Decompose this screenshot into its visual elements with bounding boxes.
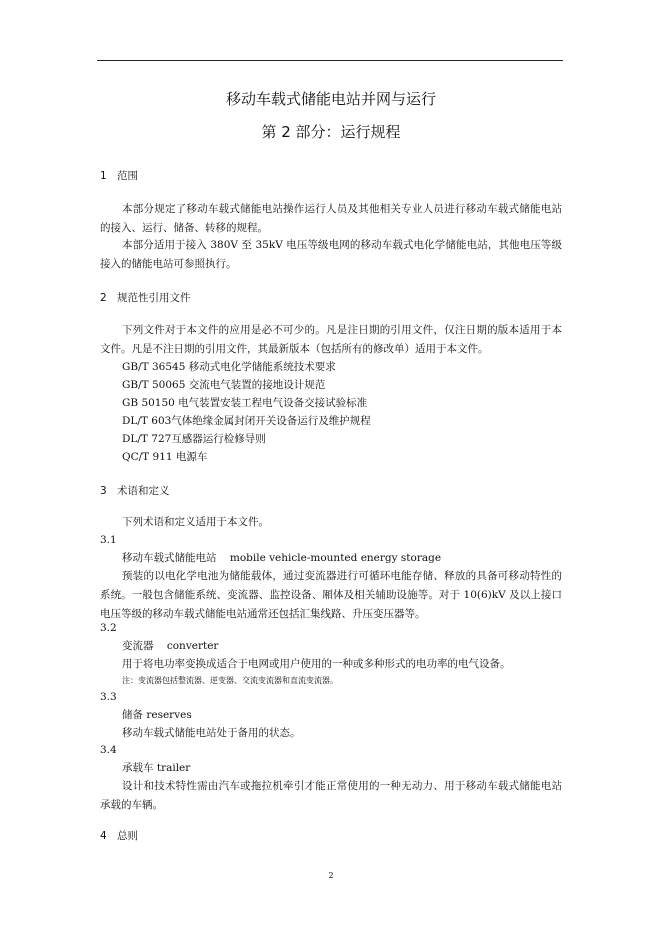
section-4-number: 4: [100, 830, 107, 842]
term-3-2-name: 变流器: [122, 640, 154, 652]
term-3-4-definition: 设计和技术特性需由汽车或拖拉机牵引才能正常使用的一种无动力、用于移动车载式储能电站承载的车辆。: [100, 780, 562, 811]
term-3-4-name: 承载车: [122, 762, 154, 774]
term-3-1-number: 3.1: [100, 534, 117, 546]
term-3-2-number: 3.2: [100, 622, 117, 634]
section-3-intro: 下列术语和定义适用于本文件。: [122, 516, 269, 528]
section-3-number: 3: [100, 485, 107, 497]
section-1-number: 1: [100, 170, 107, 182]
term-3-3-english: reserves: [146, 709, 192, 721]
term-3-2-english: converter: [166, 640, 219, 652]
section-3-title: 术语和定义: [117, 485, 170, 497]
reference-item: GB/T 36545 移动式电化学储能系统技术要求: [122, 361, 336, 373]
section-2-number: 2: [100, 292, 107, 304]
section-2-title: 规范性引用文件: [117, 292, 191, 304]
term-3-2-title: [122, 637, 218, 656]
section-1-title: 范围: [117, 170, 138, 182]
page-number: 2: [328, 871, 334, 880]
term-3-2-definition: 用于将电功率变换成适合于电网或用户使用的一种或多种形式的电功率的电气设备。: [122, 658, 511, 670]
section-1-paragraph-1: 本部分规定了移动车载式储能电站操作运行人员及其他相关专业人员进行移动车载式储能电站的接入、运行、储备、转移的规程。: [100, 203, 562, 234]
term-3-1-title: [122, 549, 441, 568]
term-3-4-title: [122, 759, 190, 778]
part-title: 第 2 部分：运行规程: [261, 123, 401, 141]
reference-item: GB/T 50065 交流电气装置的接地设计规范: [122, 379, 326, 391]
section-4-heading: [100, 828, 138, 843]
term-3-3-definition: 移动车载式储能电站处于备用的状态。: [122, 727, 301, 739]
document-title: 移动车载式储能电站并网与运行: [225, 90, 436, 108]
term-3-1-english: mobile vehicle-mounted energy storage: [229, 552, 442, 564]
section-2-intro: 下列文件对于本文件的应用是必不可少的。凡是注日期的引用文件，仅注日期的版本适用于本文件。凡是不注日期的引用文件，其最新版本（包括所有的修改单）适用于本文件。: [100, 324, 562, 355]
reference-item: QC/T 911 电源车: [122, 451, 208, 463]
term-3-4-english: trailer: [156, 762, 191, 774]
section-2-heading: [100, 290, 191, 305]
term-3-3-name: 储备: [122, 709, 143, 721]
reference-item: DL/T 603气体绝缘金属封闭开关设备运行及维护规程: [122, 415, 371, 427]
term-3-3-number: 3.3: [100, 691, 117, 703]
reference-item: GB 50150 电气装置安装工程电气设备交接试验标准: [122, 397, 368, 409]
header-rule: [97, 60, 563, 61]
term-3-3-title: [122, 706, 192, 725]
section-3-heading: [100, 483, 170, 498]
section-1-paragraph-2: 本部分适用于接入 380V 至 35kV 电压等级电网的移动车载式电化学储能电站，其他电压等级接入的储能电站可参照执行。: [100, 239, 562, 270]
term-3-4-number: 3.4: [100, 744, 117, 756]
term-3-2-note: 注：变流器包括整流器、逆变器、交流变流器和直流变流器。: [122, 676, 338, 685]
term-3-1-definition: 预装的以电化学电池为储能载体，通过变流器进行可循环电能存储、释放的具备可移动特性的系统。一般包含储能系统、变流器、监控设备、厢体及相关辅助设施等。对于 10(6)kV 及以上接口电压等级的移动车载式储能电站通常还包括汇集线路、升压变压器等。: [100, 570, 562, 620]
section-4-title: 总则: [117, 830, 138, 842]
reference-item: DL/T 727互感器运行检修导则: [122, 433, 266, 445]
section-1-heading: [100, 168, 138, 183]
term-3-1-name: 移动车载式储能电站: [122, 552, 217, 564]
